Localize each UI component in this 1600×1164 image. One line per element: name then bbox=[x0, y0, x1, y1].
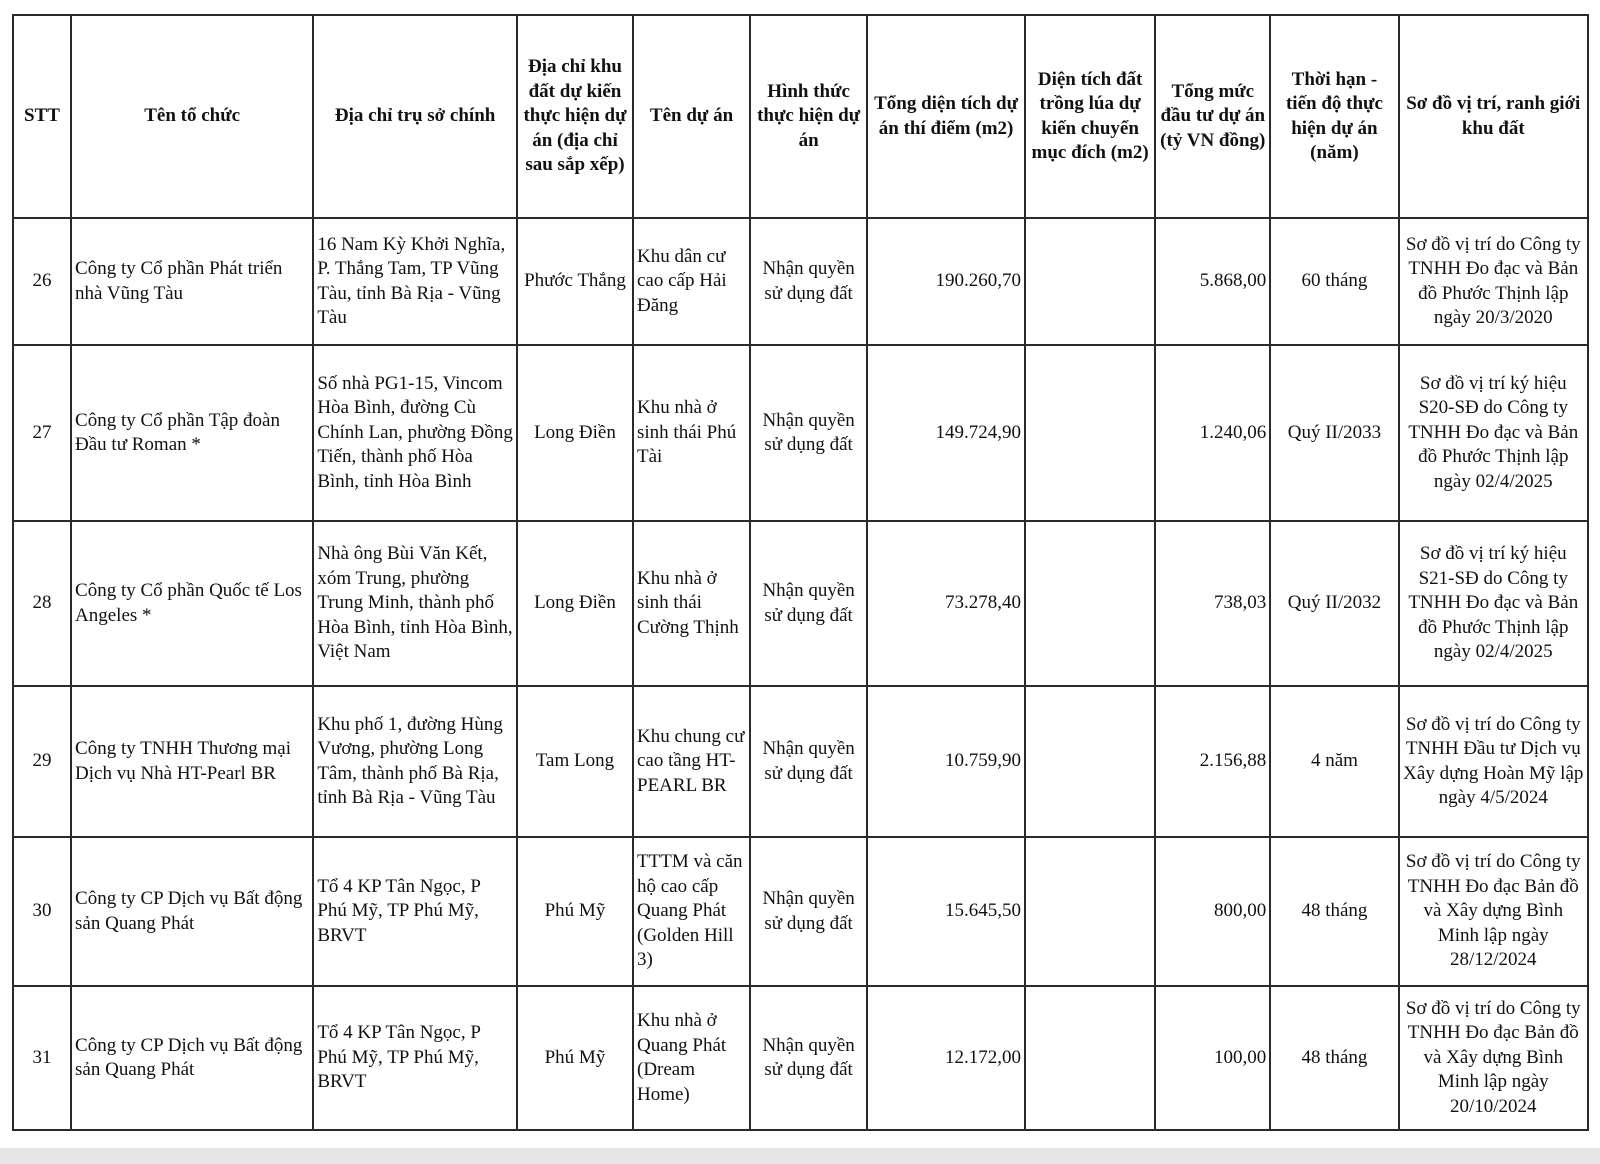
cell-rice-area bbox=[1025, 686, 1155, 837]
cell-land-address: Long Điền bbox=[517, 345, 633, 521]
cell-area: 15.645,50 bbox=[867, 837, 1025, 986]
cell-form: Nhận quyền sử dụng đất bbox=[750, 686, 867, 837]
cell-form: Nhận quyền sử dụng đất bbox=[750, 218, 867, 345]
cell-rice-area bbox=[1025, 345, 1155, 521]
header-land-address: Địa chỉ khu đất dự kiến thực hiện dự án (địa chỉ sau sắp xếp) bbox=[517, 15, 633, 218]
table-row bbox=[13, 218, 1588, 345]
cell-rice-area bbox=[1025, 837, 1155, 986]
cell-project: Khu nhà ở sinh thái Cường Thịnh bbox=[633, 521, 750, 686]
cell-hq: Tổ 4 KP Tân Ngọc, P Phú Mỹ, TP Phú Mỹ, BRVT bbox=[313, 837, 517, 986]
header-area: Tổng diện tích dự án thí điểm (m2) bbox=[867, 15, 1025, 218]
cell-org: Công ty CP Dịch vụ Bất động sản Quang Phát bbox=[71, 986, 313, 1130]
cell-term: 48 tháng bbox=[1270, 986, 1398, 1130]
cell-term: Quý II/2032 bbox=[1270, 521, 1398, 686]
cell-rice-area bbox=[1025, 218, 1155, 345]
cell-form: Nhận quyền sử dụng đất bbox=[750, 837, 867, 986]
cell-project: TTTM và căn hộ cao cấp Quang Phát (Golden Hill 3) bbox=[633, 837, 750, 986]
cell-area: 10.759,90 bbox=[867, 686, 1025, 837]
cell-project: Khu chung cư cao tầng HT-PEARL BR bbox=[633, 686, 750, 837]
cell-term: 4 năm bbox=[1270, 686, 1398, 837]
cell-project: Khu nhà ở sinh thái Phú Tài bbox=[633, 345, 750, 521]
cell-term: Quý II/2033 bbox=[1270, 345, 1398, 521]
page-bottom-band bbox=[0, 1148, 1600, 1164]
table-row bbox=[13, 521, 1588, 686]
cell-area: 12.172,00 bbox=[867, 986, 1025, 1130]
cell-hq: Khu phố 1, đường Hùng Vương, phường Long Tâm, thành phố Bà Rịa, tỉnh Bà Rịa - Vũng Tàu bbox=[313, 686, 517, 837]
cell-investment: 1.240,06 bbox=[1155, 345, 1270, 521]
cell-area: 149.724,90 bbox=[867, 345, 1025, 521]
header-investment: Tổng mức đầu tư dự án (tỷ VN đồng) bbox=[1155, 15, 1270, 218]
header-org: Tên tổ chức bbox=[71, 15, 313, 218]
header-hq: Địa chỉ trụ sở chính bbox=[313, 15, 517, 218]
cell-term: 60 tháng bbox=[1270, 218, 1398, 345]
cell-land-address: Phước Thắng bbox=[517, 218, 633, 345]
cell-map: Sơ đồ vị trí do Công ty TNHH Đo đạc Bản đồ và Xây dựng Bình Minh lập ngày 20/10/2024 bbox=[1399, 986, 1588, 1130]
cell-rice-area bbox=[1025, 986, 1155, 1130]
cell-land-address: Phú Mỹ bbox=[517, 837, 633, 986]
cell-stt: 30 bbox=[13, 837, 71, 986]
cell-org: Công ty TNHH Thương mại Dịch vụ Nhà HT-Pearl BR bbox=[71, 686, 313, 837]
cell-land-address: Tam Long bbox=[517, 686, 633, 837]
cell-area: 190.260,70 bbox=[867, 218, 1025, 345]
table-row bbox=[13, 686, 1588, 837]
cell-org: Công ty CP Dịch vụ Bất động sản Quang Phát bbox=[71, 837, 313, 986]
cell-area: 73.278,40 bbox=[867, 521, 1025, 686]
cell-investment: 100,00 bbox=[1155, 986, 1270, 1130]
header-term: Thời hạn - tiến độ thực hiện dự án (năm) bbox=[1270, 15, 1398, 218]
cell-rice-area bbox=[1025, 521, 1155, 686]
cell-land-address: Long Điền bbox=[517, 521, 633, 686]
cell-map: Sơ đồ vị trí ký hiệu S21-SĐ do Công ty TNHH Đo đạc và Bản đồ Phước Thịnh lập ngày 02/4/2025 bbox=[1399, 521, 1588, 686]
table-row bbox=[13, 837, 1588, 986]
cell-stt: 31 bbox=[13, 986, 71, 1130]
cell-map: Sơ đồ vị trí do Công ty TNHH Đo đạc Bản đồ và Xây dựng Bình Minh lập ngày 28/12/2024 bbox=[1399, 837, 1588, 986]
cell-investment: 2.156,88 bbox=[1155, 686, 1270, 837]
cell-land-address: Phú Mỹ bbox=[517, 986, 633, 1130]
cell-map: Sơ đồ vị trí do Công ty TNHH Đo đạc và Bản đồ Phước Thịnh lập ngày 20/3/2020 bbox=[1399, 218, 1588, 345]
project-table bbox=[12, 14, 1589, 1131]
cell-org: Công ty Cổ phần Phát triển nhà Vũng Tàu bbox=[71, 218, 313, 345]
cell-stt: 29 bbox=[13, 686, 71, 837]
cell-org: Công ty Cổ phần Quốc tế Los Angeles * bbox=[71, 521, 313, 686]
cell-investment: 800,00 bbox=[1155, 837, 1270, 986]
cell-investment: 5.868,00 bbox=[1155, 218, 1270, 345]
header-row bbox=[13, 15, 1588, 218]
table-row bbox=[13, 345, 1588, 521]
header-map: Sơ đồ vị trí, ranh giới khu đất bbox=[1399, 15, 1588, 218]
cell-hq: Nhà ông Bùi Văn Kết, xóm Trung, phường Trung Minh, thành phố Hòa Bình, tỉnh Hòa Bình, Việt Nam bbox=[313, 521, 517, 686]
cell-map: Sơ đồ vị trí do Công ty TNHH Đầu tư Dịch vụ Xây dựng Hoàn Mỹ lập ngày 4/5/2024 bbox=[1399, 686, 1588, 837]
cell-org: Công ty Cổ phần Tập đoàn Đầu tư Roman * bbox=[71, 345, 313, 521]
cell-project: Khu nhà ở Quang Phát (Dream Home) bbox=[633, 986, 750, 1130]
cell-hq: 16 Nam Kỳ Khởi Nghĩa, P. Thắng Tam, TP Vũng Tàu, tỉnh Bà Rịa - Vũng Tàu bbox=[313, 218, 517, 345]
cell-form: Nhận quyền sử dụng đất bbox=[750, 521, 867, 686]
cell-stt: 26 bbox=[13, 218, 71, 345]
cell-form: Nhận quyền sử dụng đất bbox=[750, 986, 867, 1130]
cell-hq: Số nhà PG1-15, Vincom Hòa Bình, đường Cù Chính Lan, phường Đồng Tiến, thành phố Hòa Bình, tỉnh Hòa Bình bbox=[313, 345, 517, 521]
cell-hq: Tổ 4 KP Tân Ngọc, P Phú Mỹ, TP Phú Mỹ, BRVT bbox=[313, 986, 517, 1130]
cell-stt: 28 bbox=[13, 521, 71, 686]
cell-investment: 738,03 bbox=[1155, 521, 1270, 686]
cell-stt: 27 bbox=[13, 345, 71, 521]
cell-form: Nhận quyền sử dụng đất bbox=[750, 345, 867, 521]
table-row bbox=[13, 986, 1588, 1130]
cell-project: Khu dân cư cao cấp Hải Đăng bbox=[633, 218, 750, 345]
header-rice-area: Diện tích đất trồng lúa dự kiến chuyển mục đích (m2) bbox=[1025, 15, 1155, 218]
header-form: Hình thức thực hiện dự án bbox=[750, 15, 867, 218]
cell-term: 48 tháng bbox=[1270, 837, 1398, 986]
cell-map: Sơ đồ vị trí ký hiệu S20-SĐ do Công ty TNHH Đo đạc và Bản đồ Phước Thịnh lập ngày 02/4/2025 bbox=[1399, 345, 1588, 521]
header-project: Tên dự án bbox=[633, 15, 750, 218]
header-stt: STT bbox=[13, 15, 71, 218]
